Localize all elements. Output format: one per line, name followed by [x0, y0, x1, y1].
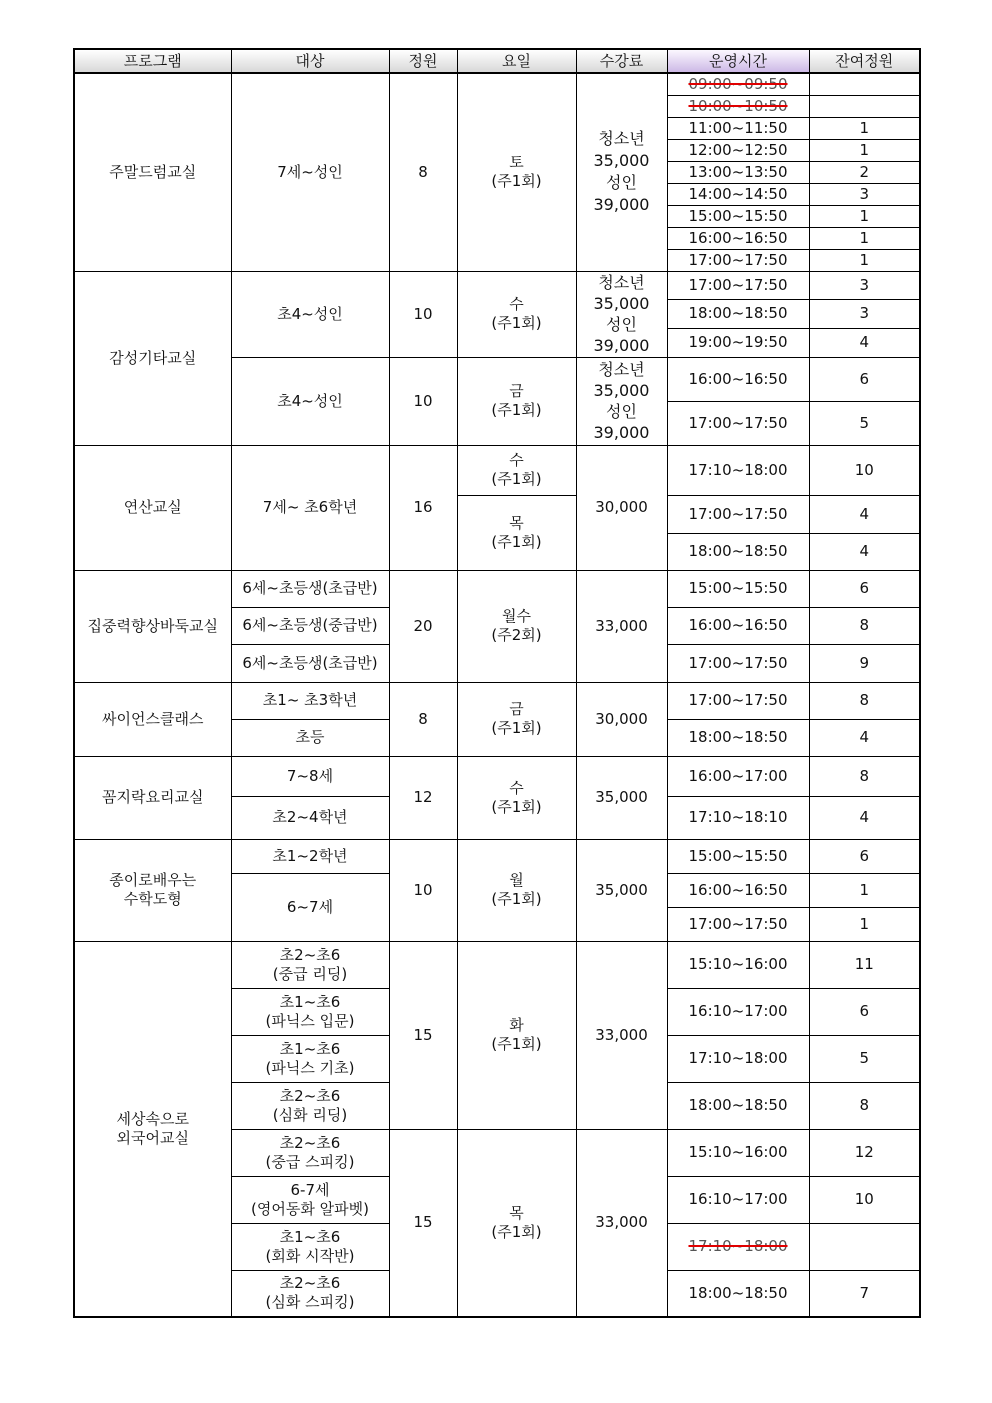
table-row — [74, 941, 920, 988]
col-program-header: 프로그램 — [74, 49, 231, 73]
table-row — [74, 839, 920, 873]
target-cell: 초2~4학년 — [231, 796, 389, 839]
col-time-header: 운영시간 — [667, 49, 809, 73]
remaining-cell: 6 — [809, 357, 920, 401]
remaining-cell: 11 — [809, 941, 920, 988]
fee-cell: 청소년 35,000 성인 39,000 — [576, 271, 667, 357]
time-cell: 17:10~18:00 — [667, 445, 809, 495]
day-cell: 수 (주1회) — [457, 756, 576, 839]
remaining-cell: 3 — [809, 271, 920, 299]
time-cell: 16:10~17:00 — [667, 988, 809, 1035]
time-cell: 17:00~17:50 — [667, 249, 809, 271]
day-cell: 화 (주1회) — [457, 941, 576, 1129]
program-name: 감성기타교실 — [74, 271, 231, 445]
time-cell: 15:10~16:00 — [667, 941, 809, 988]
time-cell — [667, 1223, 809, 1270]
time-cell: 16:00~16:50 — [667, 227, 809, 249]
fee-cell: 30,000 — [576, 682, 667, 756]
col-capacity-header: 정원 — [389, 49, 457, 73]
remaining-cell: 2 — [809, 161, 920, 183]
time-cell: 17:00~17:50 — [667, 401, 809, 445]
remaining-cell: 5 — [809, 401, 920, 445]
program-name: 종이로배우는 수학도형 — [74, 839, 231, 941]
capacity-cell: 16 — [389, 445, 457, 570]
col-remaining-header: 잔여정원 — [809, 49, 920, 73]
capacity-cell: 15 — [389, 1129, 457, 1317]
target-cell: 초1~초6 (파닉스 입문) — [231, 988, 389, 1035]
fee-cell: 35,000 — [576, 756, 667, 839]
program-name: 꼼지락요리교실 — [74, 756, 231, 839]
col-fee-header: 수강료 — [576, 49, 667, 73]
time-cell: 19:00~19:50 — [667, 328, 809, 357]
program-name: 세상속으로 외국어교실 — [74, 941, 231, 1317]
time-cell — [667, 73, 809, 95]
remaining-cell: 4 — [809, 796, 920, 839]
day-cell: 목 (주1회) — [457, 495, 576, 570]
target-cell: 초2~초6 (심화 리딩) — [231, 1082, 389, 1129]
time-cell: 17:10~18:00 — [667, 1035, 809, 1082]
capacity-cell: 12 — [389, 756, 457, 839]
remaining-cell: 3 — [809, 299, 920, 328]
remaining-cell: 8 — [809, 607, 920, 644]
target-cell: 초2~초6 (중급 리딩) — [231, 941, 389, 988]
target-cell: 7세~ 초6학년 — [231, 445, 389, 570]
time-cell: 17:00~17:50 — [667, 682, 809, 719]
time-cell: 13:00~13:50 — [667, 161, 809, 183]
fee-cell: 33,000 — [576, 1129, 667, 1317]
time-cell: 16:00~16:50 — [667, 607, 809, 644]
remaining-cell: 8 — [809, 682, 920, 719]
capacity-cell: 15 — [389, 941, 457, 1129]
remaining-cell: 4 — [809, 533, 920, 570]
table-row — [74, 756, 920, 796]
remaining-cell: 1 — [809, 227, 920, 249]
remaining-cell: 5 — [809, 1035, 920, 1082]
time-cell: 15:00~15:50 — [667, 839, 809, 873]
remaining-cell: 1 — [809, 139, 920, 161]
remaining-cell: 4 — [809, 328, 920, 357]
capacity-cell: 10 — [389, 271, 457, 357]
target-cell: 7세~성인 — [231, 73, 389, 271]
target-cell: 6~7세 — [231, 873, 389, 941]
time-cell: 17:00~17:50 — [667, 271, 809, 299]
col-target-header: 대상 — [231, 49, 389, 73]
fee-cell: 33,000 — [576, 941, 667, 1129]
day-cell: 금 (주1회) — [457, 682, 576, 756]
remaining-cell: 4 — [809, 719, 920, 756]
remaining-cell: 1 — [809, 873, 920, 907]
remaining-cell: 12 — [809, 1129, 920, 1176]
program-name: 연산교실 — [74, 445, 231, 570]
time-cell: 18:00~18:50 — [667, 719, 809, 756]
day-cell: 월수 (주2회) — [457, 570, 576, 682]
time-cell: 16:00~16:50 — [667, 357, 809, 401]
target-cell: 6세~초등생(초급반) — [231, 644, 389, 682]
target-cell: 6세~초등생(초급반) — [231, 570, 389, 607]
time-cell: 15:00~15:50 — [667, 570, 809, 607]
remaining-cell — [809, 95, 920, 117]
day-cell: 수 (주1회) — [457, 445, 576, 495]
capacity-cell: 20 — [389, 570, 457, 682]
time-cell — [667, 95, 809, 117]
time-cell: 18:00~18:50 — [667, 533, 809, 570]
time-cell: 17:10~18:10 — [667, 796, 809, 839]
target-cell: 초1~ 초3학년 — [231, 682, 389, 719]
capacity-cell: 10 — [389, 357, 457, 445]
program-schedule-table — [73, 48, 921, 1318]
remaining-cell: 6 — [809, 988, 920, 1035]
remaining-cell: 1 — [809, 117, 920, 139]
capacity-cell: 10 — [389, 839, 457, 941]
remaining-cell: 8 — [809, 756, 920, 796]
target-cell: 6-7세 (영어동화 알파벳) — [231, 1176, 389, 1223]
target-cell: 초1~2학년 — [231, 839, 389, 873]
time-struck: 17:10~18:00 — [688, 1237, 788, 1255]
time-cell: 16:00~17:00 — [667, 756, 809, 796]
time-cell: 15:00~15:50 — [667, 205, 809, 227]
target-cell: 초4~성인 — [231, 357, 389, 445]
fee-cell: 청소년 35,000 성인 39,000 — [576, 357, 667, 445]
day-cell: 월 (주1회) — [457, 839, 576, 941]
remaining-cell: 1 — [809, 249, 920, 271]
remaining-cell: 9 — [809, 644, 920, 682]
day-cell: 토 (주1회) — [457, 73, 576, 271]
target-cell: 7~8세 — [231, 756, 389, 796]
time-cell: 16:00~16:50 — [667, 873, 809, 907]
remaining-cell: 7 — [809, 1270, 920, 1317]
time-cell: 18:00~18:50 — [667, 1082, 809, 1129]
remaining-cell: 6 — [809, 570, 920, 607]
fee-cell: 35,000 — [576, 839, 667, 941]
remaining-cell: 1 — [809, 907, 920, 941]
time-cell: 17:00~17:50 — [667, 907, 809, 941]
target-cell: 6세~초등생(중급반) — [231, 607, 389, 644]
fee-cell: 33,000 — [576, 570, 667, 682]
capacity-cell: 8 — [389, 682, 457, 756]
table-row — [74, 271, 920, 299]
remaining-cell: 6 — [809, 839, 920, 873]
remaining-cell: 10 — [809, 445, 920, 495]
remaining-cell: 4 — [809, 495, 920, 533]
fee-cell: 청소년 35,000 성인 39,000 — [576, 73, 667, 271]
time-struck: 09:00~09:50 — [688, 74, 788, 93]
time-cell: 17:00~17:50 — [667, 644, 809, 682]
table-row — [74, 73, 920, 95]
time-cell: 11:00~11:50 — [667, 117, 809, 139]
remaining-cell — [809, 73, 920, 95]
remaining-cell — [809, 1223, 920, 1270]
target-cell: 초1~초6 (회화 시작반) — [231, 1223, 389, 1270]
target-cell: 초2~초6 (심화 스피킹) — [231, 1270, 389, 1317]
program-name: 집중력향상바둑교실 — [74, 570, 231, 682]
time-cell: 17:00~17:50 — [667, 495, 809, 533]
day-cell: 목 (주1회) — [457, 1129, 576, 1317]
header-row — [74, 49, 920, 73]
day-cell: 수 (주1회) — [457, 271, 576, 357]
target-cell: 초등 — [231, 719, 389, 756]
target-cell: 초2~초6 (중급 스피킹) — [231, 1129, 389, 1176]
remaining-cell: 8 — [809, 1082, 920, 1129]
time-struck: 10:00~10:50 — [688, 96, 788, 115]
time-cell: 18:00~18:50 — [667, 299, 809, 328]
fee-cell: 30,000 — [576, 445, 667, 570]
program-name: 싸이언스클래스 — [74, 682, 231, 756]
capacity-cell: 8 — [389, 73, 457, 271]
program-name: 주말드럼교실 — [74, 73, 231, 271]
target-cell: 초1~초6 (파닉스 기초) — [231, 1035, 389, 1082]
col-day-header: 요일 — [457, 49, 576, 73]
target-cell: 초4~성인 — [231, 271, 389, 357]
remaining-cell: 1 — [809, 205, 920, 227]
time-cell: 14:00~14:50 — [667, 183, 809, 205]
time-cell: 16:10~17:00 — [667, 1176, 809, 1223]
table-row — [74, 570, 920, 607]
day-cell: 금 (주1회) — [457, 357, 576, 445]
table-row — [74, 682, 920, 719]
time-cell: 18:00~18:50 — [667, 1270, 809, 1317]
remaining-cell: 10 — [809, 1176, 920, 1223]
remaining-cell: 3 — [809, 183, 920, 205]
table-row — [74, 445, 920, 495]
time-cell: 15:10~16:00 — [667, 1129, 809, 1176]
time-cell: 12:00~12:50 — [667, 139, 809, 161]
